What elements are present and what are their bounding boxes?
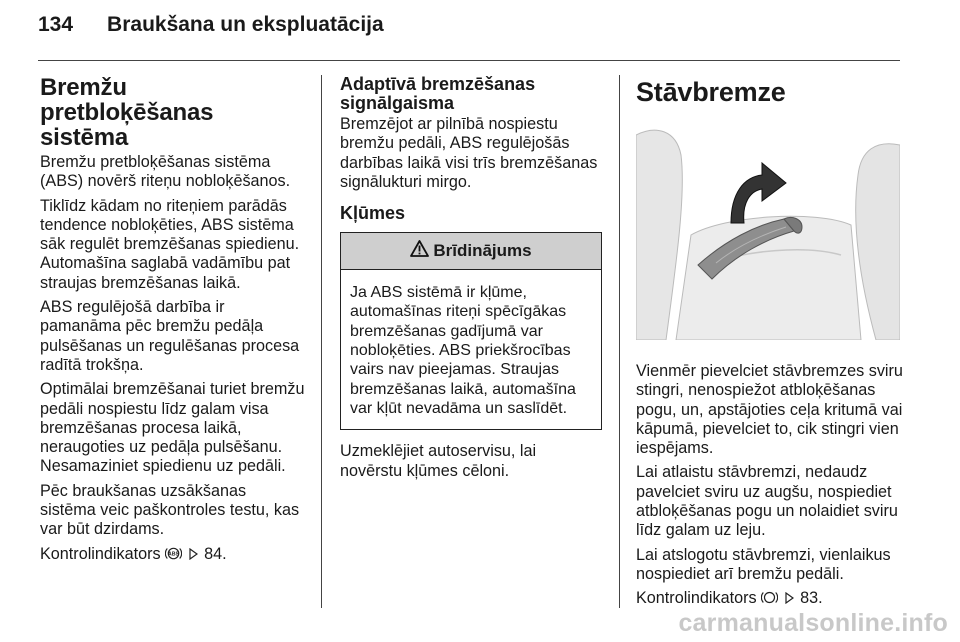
parking-brake-illustration [636,115,900,340]
section-heading: Adaptīvā bremzēšanas signālgaisma [340,74,536,113]
page-reference: 84. [204,544,227,563]
warning-title: Brīdinājums [433,241,532,261]
adaptive-brake-light-section [340,75,602,486]
paragraph: Optimālai bremzēšanai turiet bremžu pedāli nospiestu līdz galam visa bremzēšanas procesa laikā, neraugoties uz pedāļa pulsēšanu. Nesamaziniet spiedienu uz pedāli. [40,380,305,476]
parking-brake-section [636,75,906,616]
section-heading: Bremžu pretbloķēšanas sistēma [40,74,214,151]
abs-icon [165,546,182,566]
paragraph: Vienmēr pievelciet stāvbremzes sviru stingri, nenospiežot atbloķēšanas pogu, un, apstājoties ceļa kritumā vai kāpumā, pievelciet to, cik stingri vien iespējams. [636,362,903,458]
triangle-right-icon [785,590,794,609]
running-title: Braukšana un ekspluatācija [107,13,384,36]
paragraph: Bremzējot ar pilnībā nospiestu bremžu pedāli, ABS regulējošās darbības laikā visi trīs bremzēšanas signālukturi mirgo. [340,115,598,191]
warning-header [341,233,601,270]
paragraph: Tiklīdz kādam no riteņiem parādās tendence nobloķēties, ABS sistēma sāk regulēt bremzēšanas spiedienu. Automašīna saglabā vadāmību pat straujas bremzēšanas laikā. [40,196,300,292]
paragraph: Uzmeklējiet autoservisu, lai novērstu kļūmes cēloni. [340,442,537,480]
paragraph: Lai atslogotu stāvbremzi, vienlaikus nospiediet arī bremžu pedāli. [636,545,891,583]
abs-section [40,75,305,571]
column-divider [619,75,620,608]
warning-text: Ja ABS sistēmā ir kļūme, automašīnas riteņi spēcīgākas bremzēšanas gadījumā var nobloķēties. ABS priekšrocības vairs nav pieejamas. Straujas bremzēšanas laikā, automašīna var kļūt nevadāma un saslīdēt. [350,284,576,417]
watermark: carmanualsonline.info [678,609,948,637]
indicator-reference [40,545,305,566]
header-divider [38,60,900,61]
indicator-label: Kontrolindikators [40,544,161,563]
indicator-reference [636,589,906,610]
svg-text:ABS: ABS [168,551,180,558]
parking-brake-icon [761,590,778,610]
warning-box [340,232,602,430]
paragraph: Bremžu pretbloķēšanas sistēma (ABS) novērš riteņu nobloķēšanos. [40,153,291,191]
page-reference: 83. [800,589,823,608]
indicator-label: Kontrolindikators [636,589,757,608]
subsection-heading: Kļūmes [340,203,406,224]
warning-body [341,270,601,429]
paragraph: Lai atlaistu stāvbremzi, nedaudz pavelciet sviru uz augšu, nospiediet atbloķēšanas pogu un nolaidiet sviru līdz galam uz leju. [636,463,898,540]
triangle-right-icon [189,546,198,565]
column-divider [321,75,322,608]
warning-triangle-icon [410,240,433,262]
section-heading: Stāvbremze [636,77,786,107]
paragraph: Pēc braukšanas uzsākšanas sistēma veic paškontroles testu, kas var būt dzirdams. [40,481,300,539]
page-number: 134 [38,13,74,36]
paragraph: ABS regulējošā darbība ir pamanāma pēc bremžu pedāļa pulsēšanas un regulēšanas procesa radītā trokšņa. [40,298,300,374]
page-header [38,13,384,43]
